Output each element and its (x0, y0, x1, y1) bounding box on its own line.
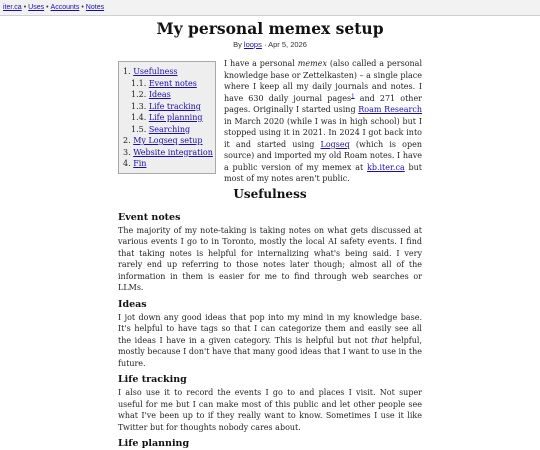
intro-text: in March 2020 (while I was in high school) but I stopped using it in 2021. In 2024 I got back into it and started using (224, 116, 422, 149)
top-nav-bar (0, 0, 540, 16)
toc-link-life-tracking[interactable]: Life tracking (148, 101, 201, 111)
site-home-link[interactable]: iter.ca (3, 4, 22, 11)
article (118, 16, 422, 450)
ideas-text: helpful, mostly because I don't have that many good ideas that I want to use in the future. (118, 335, 422, 368)
page-title: My personal memex setup (156, 19, 384, 38)
life-tracking-paragraph: I also use it to record the events I go to and places I visit. Not super useful for me but I can make most of this public and let other people see what I've been up to if they really want to know. Sometimes I use it like Twitter but for thoughts nobody cares about. (118, 388, 422, 432)
intro-text: (also called a personal knowledge base or Zettelkasten) – a single place where I keep all my daily journals and notes. I have 630 daily journal pages (224, 59, 422, 103)
section-heading-ideas: Ideas (118, 298, 147, 310)
nav-separator: • (46, 4, 49, 11)
nav-link-uses[interactable]: Uses (28, 4, 45, 11)
toc-number: 1.4. (131, 113, 147, 122)
toc-number: 3. (123, 147, 131, 157)
toc-link-fin[interactable]: Fin (133, 159, 147, 168)
nav-link-accounts[interactable]: Accounts (50, 4, 80, 11)
toc-link-usefulness[interactable]: Usefulness (133, 67, 178, 76)
toc-number: 1.3. (131, 101, 147, 111)
footnote-link[interactable]: 1 (351, 92, 355, 99)
table-of-contents (118, 61, 216, 174)
toc-item (123, 147, 213, 159)
logseq-link[interactable]: Logseq (320, 139, 350, 149)
toc-number: 1.2. (131, 90, 147, 99)
publish-date: Apr 5, 2026 (268, 40, 307, 49)
nav-separator: • (81, 4, 84, 11)
intro-text: I have a personal (224, 59, 298, 68)
roam-research-link[interactable]: Roam Research (358, 105, 422, 114)
section-heading-usefulness: Usefulness (233, 186, 307, 201)
section-heading-event-notes: Event notes (118, 211, 181, 223)
toc-link-event-notes[interactable]: Event notes (148, 78, 197, 88)
intro-emphasis: memex (297, 59, 327, 68)
toc-number: 4. (123, 159, 131, 168)
toc-item (123, 158, 213, 170)
toc-link-website-integration[interactable]: Website integration (133, 147, 213, 157)
toc-link-ideas[interactable]: Ideas (148, 90, 171, 99)
ideas-emphasis: that (371, 335, 388, 345)
toc-item (123, 135, 213, 147)
byline-prefix: By (233, 40, 244, 49)
nav-link-notes[interactable]: Notes (85, 4, 105, 11)
toc-item (123, 101, 213, 113)
toc-item (123, 78, 213, 90)
toc-link-life-planning[interactable]: Life planning (148, 113, 203, 122)
toc-link-logseq-setup[interactable]: My Logseq setup (133, 136, 203, 145)
intro-text: but most of my notes aren't public. (224, 162, 423, 183)
toc-number: 1.5. (131, 124, 147, 134)
toc-item (123, 66, 213, 78)
ideas-text: I jot down any good ideas that pop into my mind in my knowledge base. It's helpful to have tags so that I can categorize them and easily see all the ideas I have in a given category. This is helpful but not (118, 312, 422, 345)
event-notes-paragraph: The majority of my note-taking is taking notes on what gets discussed at various events I go to in Toronto, mostly the local AI safety events. I find that taking notes is helpful for internalizing what's being said. I very rarely end up referring to those notes later though; almost all of the information in them is easier for me to find through web searches or LLMs. (118, 225, 422, 292)
nav-separator: • (23, 4, 27, 11)
byline (118, 40, 422, 49)
intro-text: and 271 other pages. Originally I started using (224, 93, 423, 114)
author-link[interactable]: loops (243, 40, 262, 49)
section-heading-life-tracking: Life tracking (118, 374, 187, 385)
toc-item (123, 124, 213, 136)
section-heading-life-planning: Life planning (118, 438, 190, 449)
toc-link-searching[interactable]: Searching (148, 124, 191, 134)
ideas-paragraph (118, 312, 422, 370)
kb-link[interactable]: kb.iter.ca (366, 162, 405, 172)
toc-number: 1. (123, 67, 131, 76)
toc-number: 1.1. (131, 78, 147, 88)
toc-item (123, 112, 213, 124)
intro-text: (which is open source) and imported my old Roam notes. I have a public version of my memex at (224, 139, 422, 172)
toc-item (123, 89, 213, 101)
toc-number: 2. (123, 136, 131, 145)
date-separator: · (261, 40, 269, 49)
